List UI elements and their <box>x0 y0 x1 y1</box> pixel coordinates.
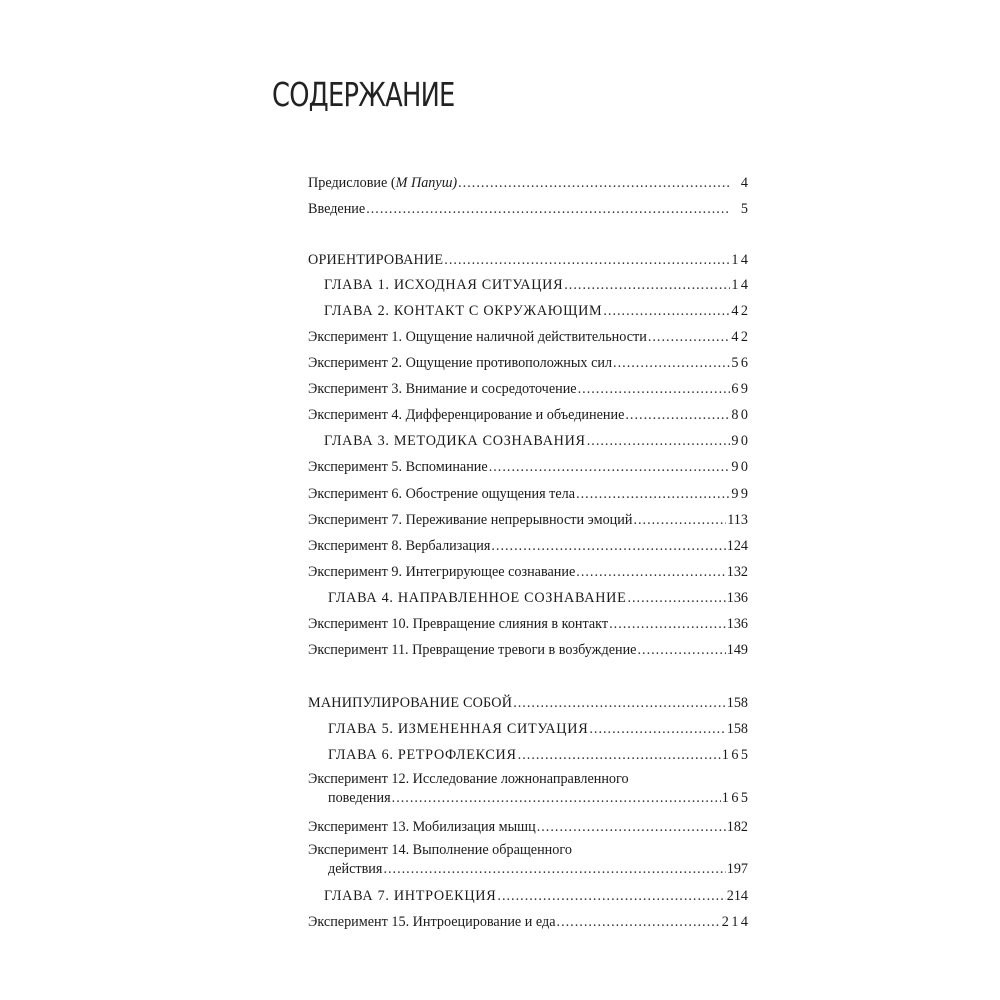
toc-experiment-11[interactable] <box>308 641 748 659</box>
leader-dots <box>458 174 729 192</box>
leader-dots <box>444 251 730 269</box>
toc-page-number: 132 <box>726 564 748 580</box>
leader-dots <box>497 887 725 905</box>
toc-page-number: 158 <box>726 695 748 711</box>
toc-page-number: 197 <box>726 861 748 877</box>
leader-dots <box>627 589 725 607</box>
toc-page-number: 136 <box>726 590 748 606</box>
toc-experiment-10[interactable] <box>308 615 748 633</box>
toc-page-number: 214 <box>721 914 751 930</box>
toc-page-number: 158 <box>726 721 748 737</box>
toc-experiment-8[interactable] <box>308 537 748 555</box>
toc-experiment-1[interactable] <box>308 328 751 346</box>
toc-entry-label: ГЛАВА 2. КОНТАКТ С ОКРУЖАЮЩИМ <box>324 303 603 319</box>
toc-page-number: 42 <box>731 303 751 319</box>
leader-dots <box>578 380 731 398</box>
toc-entry-preface[interactable] <box>308 174 748 192</box>
toc-page-number: 42 <box>731 329 751 345</box>
leader-dots <box>576 563 725 581</box>
toc-experiment-15[interactable] <box>308 913 751 931</box>
leader-dots <box>648 328 730 346</box>
toc-part-self-manipulation[interactable] <box>308 694 748 712</box>
toc-entry-label: ГЛАВА 4. НАПРАВЛЕННОЕ СОЗНАВАНИЕ <box>328 590 627 606</box>
toc-page-number: 56 <box>731 355 751 371</box>
toc-entry-label: Эксперимент 1. Ощущение наличной действительности <box>308 329 647 345</box>
toc-chapter-4[interactable] <box>328 589 748 607</box>
toc-page-number: 90 <box>731 433 751 449</box>
toc-entry-label: Эксперимент 6. Обострение ощущения тела <box>308 486 576 502</box>
toc-page-number: 149 <box>726 642 748 658</box>
toc-entry-label: МАНИПУЛИРОВАНИЕ СОБОЙ <box>308 695 513 711</box>
page-title: СОДЕРЖАНИЕ <box>272 75 455 114</box>
toc-entry-continuation <box>308 789 751 808</box>
toc-chapter-5[interactable] <box>328 720 748 738</box>
toc-page-number: 113 <box>727 512 748 528</box>
toc-page-number: 4 <box>740 175 748 191</box>
toc-entry-label: ГЛАВА 3. МЕТОДИКА СОЗНАВАНИЯ <box>324 433 586 449</box>
toc-part-orientation[interactable] <box>308 251 751 269</box>
toc-page-number: 14 <box>731 277 751 293</box>
toc-page-number: 5 <box>740 201 748 217</box>
toc-entry-label-continued: поведения <box>328 790 391 806</box>
leader-dots <box>537 818 726 836</box>
toc-chapter-3[interactable] <box>324 432 751 450</box>
toc-entry-label: Эксперимент 2. Ощущение противоположных сил <box>308 355 613 371</box>
toc-experiment-12[interactable] <box>308 770 751 808</box>
toc-entry-label: Эксперимент 5. Вспоминание <box>308 459 488 475</box>
leader-dots <box>609 615 726 633</box>
leader-dots <box>557 913 721 931</box>
leader-dots <box>392 789 721 808</box>
leader-dots <box>366 200 729 218</box>
toc-entry-label: Эксперимент 11. Превращение тревоги в возбуждение <box>308 642 637 658</box>
leader-dots <box>489 458 731 476</box>
toc-entry-label: ГЛАВА 7. ИНТРОЕКЦИЯ <box>324 888 497 904</box>
preface-author: М Папуш) <box>395 175 458 191</box>
toc-entry-label: ГЛАВА 1. ИСХОДНАЯ СИТУАЦИЯ <box>324 277 564 293</box>
toc-entry-label: Эксперимент 14. Выполнение обращенного <box>308 842 572 858</box>
toc-page-number: 80 <box>731 407 751 423</box>
toc-entry-label: Эксперимент 7. Переживание непрерывности эмоций <box>308 512 633 528</box>
leader-dots <box>491 537 725 555</box>
toc-page-number: 165 <box>721 790 751 806</box>
leader-dots <box>518 746 721 764</box>
leader-dots <box>625 406 730 424</box>
toc-entry-label: Эксперимент 8. Вербализация <box>308 538 491 554</box>
toc-experiment-13[interactable] <box>308 818 748 836</box>
toc-entry-label: Эксперимент 4. Дифференцирование и объединение <box>308 407 625 423</box>
toc-entry-label: Эксперимент 15. Интроецирование и еда <box>308 914 556 930</box>
toc-entry-label: Эксперимент 13. Мобилизация мышц <box>308 819 536 835</box>
leader-dots <box>589 720 725 738</box>
leader-dots <box>576 485 730 503</box>
leader-dots <box>587 432 731 450</box>
toc-entry-label: Введение <box>308 201 366 217</box>
leader-dots <box>383 860 725 879</box>
toc-experiment-3[interactable] <box>308 380 751 398</box>
toc-page-number: 99 <box>731 486 751 502</box>
leader-dots <box>633 511 726 529</box>
toc-entry-introduction[interactable] <box>308 200 748 218</box>
toc-chapter-2[interactable] <box>324 302 751 320</box>
toc-page-number: 124 <box>726 538 748 554</box>
toc-entry-continuation <box>308 860 748 879</box>
toc-page-number: 90 <box>731 459 751 475</box>
toc-entry-label: Эксперимент 12. Исследование ложнонаправленного <box>308 771 629 787</box>
toc-page-number: 182 <box>726 819 748 835</box>
toc-experiment-4[interactable] <box>308 406 751 424</box>
toc-entry-label: ОРИЕНТИРОВАНИЕ <box>308 252 444 268</box>
toc-chapter-7[interactable] <box>324 887 748 905</box>
toc-experiment-6[interactable] <box>308 485 751 503</box>
toc-entry-label: Предисловие (М Папуш) <box>308 175 458 191</box>
toc-entry-label: Эксперимент 9. Интегрирующее сознавание <box>308 564 576 580</box>
toc-experiment-2[interactable] <box>308 354 751 372</box>
leader-dots <box>637 641 725 659</box>
toc-entry-label-continued: действия <box>328 861 383 877</box>
toc-experiment-14[interactable] <box>308 841 748 879</box>
toc-experiment-5[interactable] <box>308 458 751 476</box>
toc-entry-label: ГЛАВА 6. РЕТРОФЛЕКСИЯ <box>328 747 517 763</box>
leader-dots <box>613 354 730 372</box>
toc-chapter-6[interactable] <box>328 746 751 764</box>
toc-page-number: 69 <box>731 381 751 397</box>
toc-experiment-7[interactable] <box>308 511 748 529</box>
leader-dots <box>564 276 730 294</box>
toc-entry-label: Эксперимент 3. Внимание и сосредоточение <box>308 381 577 397</box>
toc-page-number: 136 <box>726 616 748 632</box>
leader-dots <box>513 694 726 712</box>
toc-chapter-1[interactable] <box>324 276 751 294</box>
toc-experiment-9[interactable] <box>308 563 748 581</box>
toc-entry-label: Эксперимент 10. Превращение слияния в контакт <box>308 616 609 632</box>
toc-entry-label: ГЛАВА 5. ИЗМЕНЕННАЯ СИТУАЦИЯ <box>328 721 589 737</box>
leader-dots <box>603 302 730 320</box>
toc-page-number: 165 <box>721 747 751 763</box>
toc-page-number: 14 <box>731 252 751 268</box>
toc-page-number: 214 <box>726 888 748 904</box>
